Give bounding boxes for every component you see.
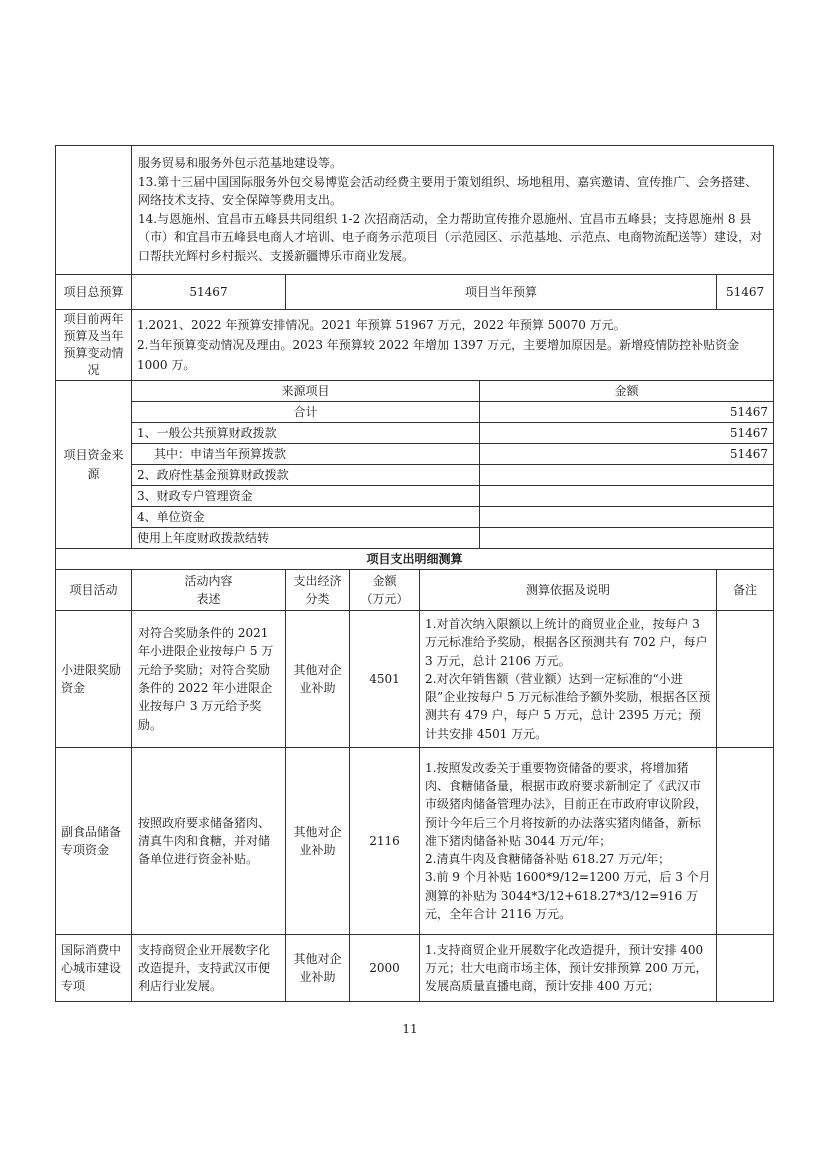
detail-row	[56, 748, 774, 935]
header-econ-line-2: 分类	[305, 592, 330, 606]
detail-basis	[420, 935, 717, 1002]
detail-content: 支持商贸企业开展数字化改造提升，支持武汉市便利店行业发展。	[132, 935, 286, 1002]
header-content-line-1: 活动内容	[184, 573, 233, 588]
detail-note	[717, 935, 774, 1002]
header-basis: 测算依据及说明	[420, 570, 717, 611]
basis-line: 2.清真牛肉及食糖储备补贴 618.27 万元/年；	[425, 852, 671, 867]
detail-econ: 其他对企业补助	[286, 935, 350, 1002]
budget-change-row	[56, 310, 774, 381]
desc-line-1: 服务贸易和服务外包示范基地建设等。	[138, 156, 343, 170]
funding-row	[56, 465, 774, 486]
detail-title: 项目支出明细测算	[56, 549, 774, 570]
header-note: 备注	[717, 570, 774, 611]
header-content	[132, 570, 286, 611]
funding-row-name: 4、单位资金	[132, 507, 480, 528]
detail-econ: 其他对企业补助	[286, 611, 350, 748]
header-content-line-2: 表述	[196, 592, 221, 606]
funding-row	[56, 486, 774, 507]
total-budget-value: 51467	[132, 275, 286, 310]
budget-change-line-2: 2.当年预算变动情况及理由。2023 年预算较 2022 年增加 1397 万元，主要增加原因是。新增疫情防控补贴资金 1000 万。	[137, 338, 740, 372]
funding-row	[56, 507, 774, 528]
funding-source-label: 项目资金来源	[56, 381, 132, 549]
document-page	[55, 145, 773, 1002]
desc-line-13: 13.第十三届中国国际服务外包交易博览会活动经费主要用于策划组织、场地租用、嘉宾邀请、宣传推广、会务搭建、网络技术支持、安全保障等费用支出。	[138, 174, 758, 207]
top-description-cell	[132, 146, 774, 275]
funding-row-amount	[480, 465, 774, 486]
total-budget-label: 项目总预算	[56, 275, 132, 310]
basis-line: 3.前 9 个月补贴 1600*9/12=1200 万元，后 3 个月测算的补贴为 3044*3/12+618.27*3/12=916 万元，全年合计 2116 万元。	[425, 870, 711, 922]
funding-col-amount: 金额	[480, 381, 774, 402]
funding-col-source: 来源项目	[132, 381, 480, 402]
budget-change-label: 项目前两年预算及当年预算变动情况	[56, 310, 132, 381]
detail-content: 按照政府要求储备猪肉、清真牛肉和食糖，并对储备单位进行资金补贴。	[132, 748, 286, 935]
basis-line: 1.对首次纳入限额以上统计的商贸业企业，按每户 3 万元标准给予奖励，根据各区预测共有 702 户，每户 3 万元，总计 2106 万元。	[425, 616, 708, 668]
header-amount-line-1: 金额	[372, 573, 397, 588]
basis-line: 1.支持商贸企业开展数字化改造提升，预计安排 400 万元；壮大电商市场主体，预计安排预算 200 万元，发展高质量直播电商，预计安排 400 万元；	[425, 942, 708, 994]
detail-amount: 2000	[350, 935, 420, 1002]
detail-activity: 副食品储备专项资金	[56, 748, 132, 935]
header-econ-line-1: 支出经济	[293, 573, 342, 588]
detail-basis	[420, 748, 717, 935]
current-budget-label: 项目当年预算	[286, 275, 717, 310]
funding-row	[56, 444, 774, 465]
project-table	[55, 145, 774, 1002]
detail-amount: 4501	[350, 611, 420, 748]
funding-row-amount	[480, 528, 774, 549]
top-left-empty	[56, 146, 132, 275]
page-number: 11	[402, 1022, 418, 1036]
detail-amount: 2116	[350, 748, 420, 935]
funding-row-name: 2、政府性基金预算财政拨款	[132, 465, 480, 486]
detail-header-row	[56, 570, 774, 611]
budget-change-cell	[132, 310, 774, 381]
funding-row-name: 3、财政专户管理资金	[132, 486, 480, 507]
funding-row-amount	[480, 507, 774, 528]
funding-row-name: 其中：申请当年预算拨款	[132, 444, 480, 465]
detail-row	[56, 935, 774, 1002]
funding-row-amount	[480, 486, 774, 507]
funding-row	[56, 402, 774, 423]
budget-change-line-1: 1.2021、2022 年预算安排情况。2021 年预算 51967 万元，2022 年预算 50070 万元。	[137, 318, 626, 332]
budget-row	[56, 275, 774, 310]
detail-basis	[420, 611, 717, 748]
detail-content: 对符合奖励条件的 2021 年小进限企业按每户 5 万元给予奖励；对符合奖励条件的 2022 年小进限企业按每户 3 万元给予奖励。	[132, 611, 286, 748]
funding-row	[56, 423, 774, 444]
header-econ	[286, 570, 350, 611]
funding-row-amount: 51467	[480, 423, 774, 444]
funding-row	[56, 528, 774, 549]
detail-activity: 国际消费中心城市建设专项	[56, 935, 132, 1002]
detail-note	[717, 748, 774, 935]
funding-header-row	[56, 381, 774, 402]
desc-line-14: 14.与恩施州、宜昌市五峰县共同组织 1-2 次招商活动，全力帮助宣传推介恩施州、宜昌市五峰县；支持恩施州 8 县（市）和宜昌市五峰县电商人才培训、电子商务示范项目（示范园区、示范基地、示范点、电商物流配送等）建设，对口帮扶光辉村乡村振兴、支援新疆博乐市商业发展。	[138, 211, 763, 263]
detail-activity: 小进限奖励资金	[56, 611, 132, 748]
detail-row	[56, 611, 774, 748]
detail-note	[717, 611, 774, 748]
top-description-row	[56, 146, 774, 275]
header-amount-line-2: （万元）	[360, 592, 409, 606]
funding-row-amount: 51467	[480, 402, 774, 423]
funding-row-name: 使用上年度财政拨款结转	[132, 528, 480, 549]
header-activity: 项目活动	[56, 570, 132, 611]
current-budget-value: 51467	[717, 275, 774, 310]
basis-line: 1.按照发改委关于重要物资储备的要求，将增加猪肉、食糖储备量，根据市政府要求新制定了《武汉市市级猪肉储备管理办法》，目前正在市政府审议阶段，预计今年后三个月将按新的办法落实猪肉储备，新标准下猪肉储备补贴 3044 万元/年；	[425, 760, 708, 848]
detail-title-row	[56, 549, 774, 570]
basis-line: 2.对次年销售额（营业额）达到一定标准的“小进限”企业按每户 5 万元标准给予额外奖励，根据各区预测共有 479 户，每户 5 万元，总计 2395 万元；预计共安排 4501 万元。	[425, 671, 711, 741]
header-amount	[350, 570, 420, 611]
funding-row-name: 1、一般公共预算财政拨款	[132, 423, 480, 444]
detail-econ: 其他对企业补助	[286, 748, 350, 935]
funding-row-name: 合计	[132, 402, 480, 423]
funding-row-amount: 51467	[480, 444, 774, 465]
